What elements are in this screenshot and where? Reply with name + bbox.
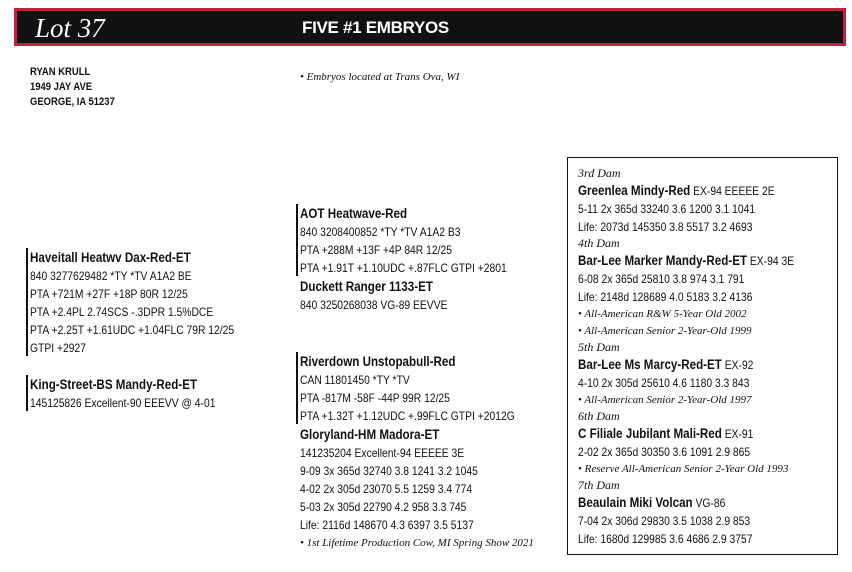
embryo-location-note: • Embryos located at Trans Ova, WI bbox=[300, 71, 460, 83]
lot-number: Lot 37 bbox=[35, 13, 105, 43]
subject-line: PTA +2.25T +1.61UDC +1.04FLC 79R 12/25 bbox=[30, 323, 235, 337]
dam-header: 7th Dam bbox=[578, 478, 620, 492]
dam-record: Life: 1680d 129985 3.6 4686 2.9 3757 bbox=[578, 532, 753, 546]
sire-line: 840 3208400852 *TY *TV A1A2 B3 bbox=[300, 225, 461, 239]
dam-class: EX-94 3E bbox=[747, 254, 795, 268]
dam-lineage-list bbox=[578, 166, 829, 548]
dam-record: 4-10 2x 305d 25610 4.6 1180 3.3 843 bbox=[578, 376, 750, 390]
mgs-name: Riverdown Unstopabull-Red bbox=[300, 354, 456, 369]
subject-line: PTA +2.4PL 2.74SCS -.3DPR 1.5%DCE bbox=[30, 305, 214, 319]
dam-record: Life: 2073d 145350 3.8 5517 3.2 4693 bbox=[578, 220, 753, 234]
owner-address: 1949 JAY AVE bbox=[30, 81, 93, 93]
subject-block bbox=[30, 248, 267, 357]
dam-record: 5-11 2x 365d 33240 3.6 1200 3.1 1041 bbox=[578, 202, 756, 216]
mgs-line: CAN 11801450 *TY *TV bbox=[300, 373, 410, 387]
lot-header-bar bbox=[14, 8, 846, 46]
owner-name: RYAN KRULL bbox=[30, 66, 91, 78]
sire-block bbox=[300, 204, 540, 314]
dam-note: • Reserve All-American Senior 2-Year Old 1993 bbox=[578, 463, 789, 475]
dam-note: • All-American R&W 5-Year Old 2002 bbox=[578, 308, 747, 320]
dam-lineage-box bbox=[567, 157, 838, 555]
subject-bracket bbox=[26, 248, 28, 356]
mgs-bracket bbox=[296, 352, 298, 424]
granddam-line: 9-09 3x 365d 32740 3.8 1241 3.2 1045 bbox=[300, 464, 478, 478]
subject-line: PTA +721M +27F +18P 80R 12/25 bbox=[30, 287, 188, 301]
granddam-line: 141235204 Excellent-94 EEEEE 3E bbox=[300, 446, 465, 460]
dam-record: 6-08 2x 365d 25810 3.8 974 3.1 791 bbox=[578, 272, 745, 286]
sire-dam-name: Duckett Ranger 1133-ET bbox=[300, 279, 433, 294]
dam-header: 3rd Dam bbox=[578, 166, 621, 180]
granddam-line: 4-02 2x 305d 23070 5.5 1259 3.4 774 bbox=[300, 482, 473, 496]
dam-record: 7-04 2x 306d 29830 3.5 1038 2.9 853 bbox=[578, 514, 751, 528]
sire-bracket bbox=[296, 204, 298, 276]
dam-name: King-Street-BS Mandy-Red-ET bbox=[30, 377, 198, 392]
mgs-line: PTA -817M -58F -44P 99R 12/25 bbox=[300, 391, 450, 405]
sire-name: AOT Heatwave-Red bbox=[300, 206, 408, 221]
lot-title: FIVE #1 EMBRYOS bbox=[302, 18, 449, 37]
dam-line: 145125826 Excellent-90 EEEVV @ 4-01 bbox=[30, 396, 216, 410]
dam-note: • All-American Senior 2-Year-Old 1997 bbox=[578, 394, 752, 406]
dam-class: EX-92 bbox=[721, 358, 754, 372]
dam-name: Bar-Lee Marker Mandy-Red-ET bbox=[578, 253, 748, 268]
owner-block bbox=[30, 65, 129, 110]
granddam-line: Life: 2116d 148670 4.3 6397 3.5 5137 bbox=[300, 518, 474, 532]
dam-name: Bar-Lee Ms Marcy-Red-ET bbox=[578, 357, 722, 372]
granddam-award: • 1st Lifetime Production Cow, MI Spring Show 2021 bbox=[300, 537, 534, 549]
dam-class: EX-94 EEEEE 2E bbox=[690, 184, 775, 198]
dam-class: VG-86 bbox=[692, 496, 726, 510]
subject-name: Haveitall Heatwv Dax-Red-ET bbox=[30, 250, 191, 265]
mgs-line: PTA +1.32T +1.12UDC +.99FLC GTPI +2012G bbox=[300, 409, 515, 423]
subject-line: GTPI +2927 bbox=[30, 341, 86, 355]
sire-line: PTA +288M +13F +4P 84R 12/25 bbox=[300, 243, 452, 257]
dam-block bbox=[30, 375, 246, 412]
dam-name: Beaulain Miki Volcan bbox=[578, 495, 693, 510]
mgs-block bbox=[300, 352, 550, 552]
dam-note: • All-American Senior 2-Year-Old 1999 bbox=[578, 325, 752, 337]
dam-record: Life: 2148d 128689 4.0 5183 3.2 4136 bbox=[578, 290, 753, 304]
dam-header: 6th Dam bbox=[578, 409, 620, 423]
dam-header: 5th Dam bbox=[578, 340, 620, 354]
dam-class: EX-91 bbox=[721, 427, 754, 441]
granddam-name: Gloryland-HM Madora-ET bbox=[300, 427, 440, 442]
dam-header: 4th Dam bbox=[578, 236, 620, 250]
dam-name: C Filiale Jubilant Mali-Red bbox=[578, 426, 722, 441]
dam-name: Greenlea Mindy-Red bbox=[578, 183, 691, 198]
dam-bracket bbox=[26, 375, 28, 411]
owner-city: GEORGE, IA 51237 bbox=[30, 96, 115, 108]
sire-dam-line: 840 3250268038 VG-89 EEVVE bbox=[300, 298, 448, 312]
dam-record: 2-02 2x 365d 30350 3.6 1091 2.9 865 bbox=[578, 445, 751, 459]
subject-line: 840 3277629482 *TY *TV A1A2 BE bbox=[30, 269, 192, 283]
sire-line: PTA +1.91T +1.10UDC +.87FLC GTPI +2801 bbox=[300, 261, 507, 275]
granddam-line: 5-03 2x 305d 22790 4.2 958 3.3 745 bbox=[300, 500, 467, 514]
